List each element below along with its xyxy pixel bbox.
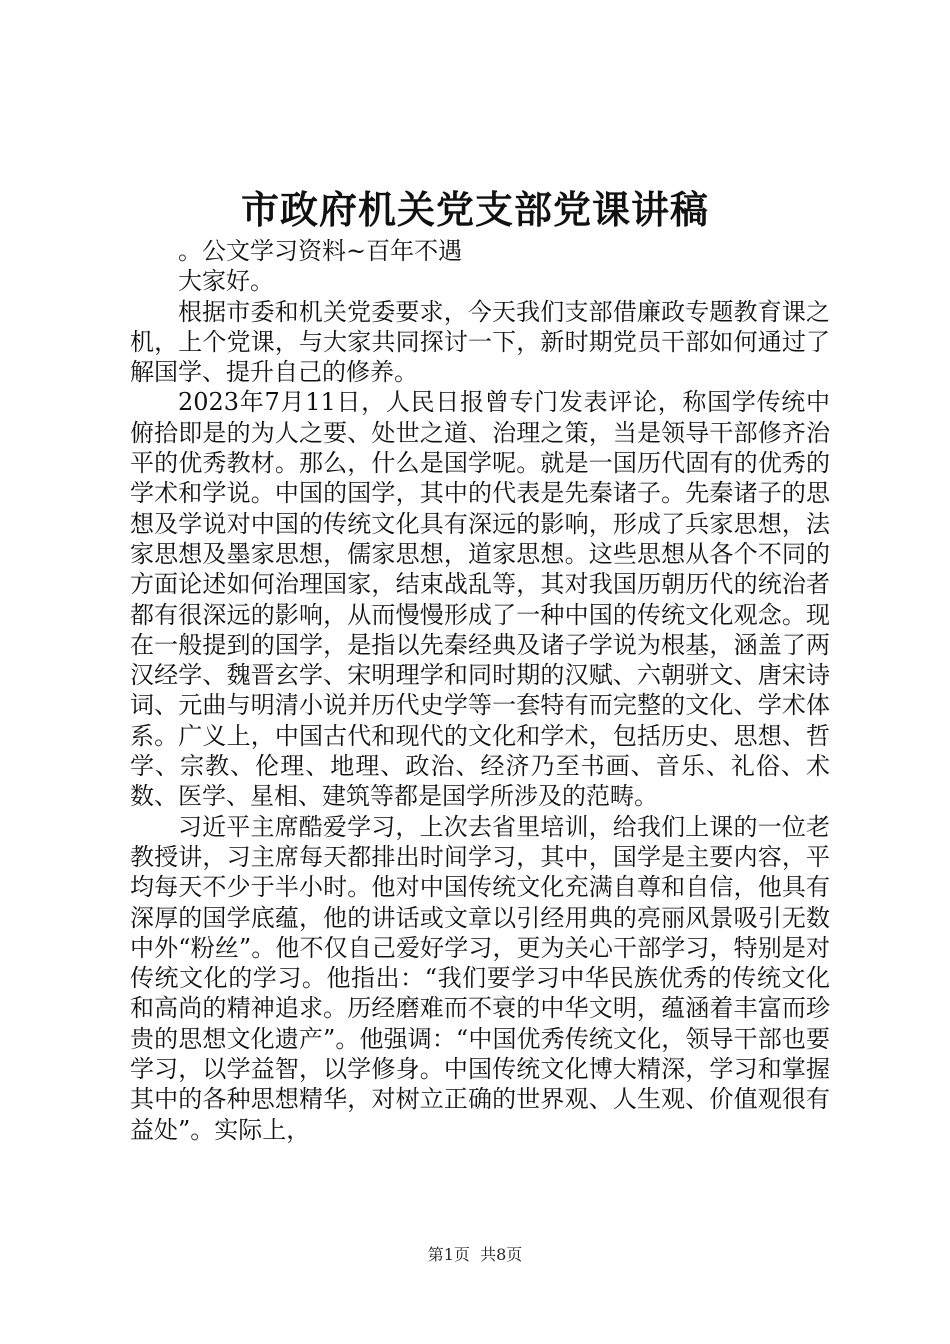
page-total: 共8页 xyxy=(480,1245,523,1264)
page-footer xyxy=(0,1244,950,1266)
page-number: 第1页 xyxy=(427,1245,470,1264)
document-body xyxy=(130,236,830,1145)
document-title: 市政府机关党支部党课讲稿 xyxy=(240,187,709,232)
footer-separator xyxy=(470,1245,480,1264)
paragraph-greeting: 大家好。 xyxy=(178,267,274,296)
paragraph-intro: 根据市委和机关党委要求，今天我们支部借廉政专题教育课之机，上个党课，与大家共同探讨一下，新时期党员干部如何通过了解国学、提升自己的修养。 xyxy=(130,297,830,387)
paragraph-source-note: 。公文学习资料~百年不遇 xyxy=(178,237,463,265)
paragraph-guoxue-definition: 2023年7月11日，人民日报曾专门发表评论，称国学传统中俯拾即是的为人之要、处世之道、治理之策，当是领导干部修齐治平的优秀教材。那么，什么是国学呢。就是一国历代固有的优秀的学术和学说。中国的国学，其中的代表是先秦诸子。先秦诸子的思想及学说对中国的传统文化具有深远的影响，形成了兵家思想，法家思想及墨家思想，儒家思想，道家思想。这些思想从各个不同的方面论述如何治理国家，结束战乱等，其对我国历朝历代的统治者都有很深远的影响，从而慢慢形成了一种中国的传统文化观念。现在一般提到的国学，是指以先秦经典及诸子学说为根基，涵盖了两汉经学、魏晋玄学、宋明理学和同时期的汉赋、六朝骈文、唐宋诗词、元曲与明清小说并历代史学等一套特有而完整的文化、学术体系。广义上，中国古代和现代的文化和学术，包括历史、思想、哲学、宗教、伦理、地理、政治、经济乃至书画、音乐、礼俗、术数、医学、星相、建筑等都是国学所涉及的范畴。 xyxy=(130,388,830,811)
paragraph-leader-study: 习近平主席酷爱学习，上次去省里培训，给我们上课的一位老教授讲，习主席每天都排出时间学习，其中，国学是主要内容，平均每天不少于半小时。他对中国传统文化充满自尊和自信，他具有深厚的国学底蕴，他的讲话或文章以引经用典的亮丽风景吸引无数中外“粉丝”。他不仅自己爱好学习，更为关心干部学习，特别是对传统文化的学习。他指出：“我们要学习中华民族优秀的传统文化和高尚的精神追求。历经磨难而不衰的中华文明，蕴涵着丰富而珍贵的思想文化遗产”。他强调：“中国优秀传统文化，领导干部也要学习，以学益智，以学修身。中国传统文化博大精深，学习和掌握其中的各种思想精华，对树立正确的世界观、人生观、价值观很有益处”。实际上， xyxy=(130,812,830,1144)
